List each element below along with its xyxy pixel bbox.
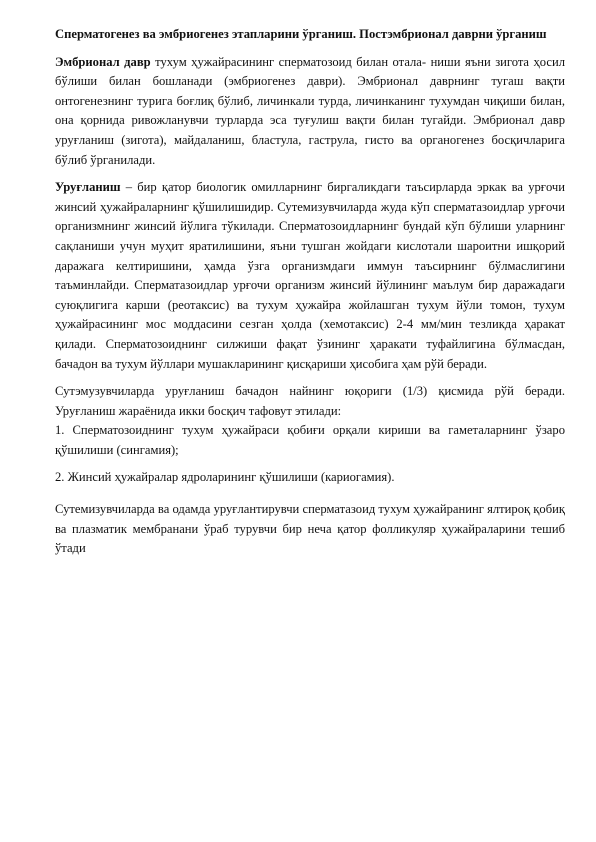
list-item-karyogamy: 2. Жинсий ҳужайралар ядроларининг қўшилиши (кариогамия). [55, 470, 395, 485]
term-embryonic-period: Эмбрионал давр [55, 54, 151, 69]
term-fertilization: Уруғланиш [55, 180, 121, 195]
paragraph-fertilization-stages: Сутэмузувчиларда уруғланиш бачадон найнинг юқориги (1/3) қисмида рўй беради. Уруғланиш жараёнида икки босқич тафовут этилади: [55, 384, 565, 418]
list-item-syngamy: 1. Сперматозоиднинг тухум ҳужайраси қобиғи орқали кириши ва гаметаларнинг ўзаро қўшилиши (сингамия); [55, 423, 565, 457]
document-title: Сперматогенез ва эмбриогенез этапларини ўрганиш. Постэмбрионал даврни ўрганиш [55, 27, 547, 41]
paragraph-fertilization [55, 178, 565, 374]
document-page [55, 25, 565, 567]
paragraph-embryonic-period-text: тухум ҳужайрасининг сперматозоид билан отала- ниши яъни зиготa ҳосил бўлиши билан бошланади (эмбриогенез даври). Эмбрионал даврнинг тугаш вақти онтогенезнинг турига боғлиқ бўлиб, личинкали турда, личинканинг тухумдан чиқиши билан, она қорнида ривожланувчи турларда эса туғулиш вақти билан тугайди. Эмбрионал давр уруғланиш (зигота), майдаланиш, бластула, гаструла, гисто ва органогенез босқичларига бўлиб ўрганилади. [55, 54, 565, 167]
paragraph-mammal-fertilization: Сутемизувчиларда ва одамда уруғлантирувчи сперматазоид тухум ҳужайранинг ялтироқ қобиқ ва плазматик мембранани ўраб турувчи бир неча қатор фолликуляр ҳужайраларини тешиб ўтади [55, 502, 565, 556]
paragraph-fertilization-text: – бир қатор биологик омилларнинг биргаликдаги таъсирларда эркак ва урғочи жинсий ҳужайраларнинг қўшилишидир. Сутемизувчиларда жуда кўп сперматазоидлар урғочи организмнинг жинсий йўлига тўкилади. Сперматозоидларнинг бундай кўп бўлиши уларнинг сақланиши учун муҳит яратилишини, яъни тушган жойдаги кислотали шароитни ишқорий даражага келтиришини, ҳамда ўзга организмдаги иммун таъсирнинг бўлмаслигини таъминлайди. Сперматазоидлар урғочи организм жинсий йўлининг маълум бир даражадаги суюқлигига карши (реотаксис) ва тухум ҳужайра жойлашган тухум йўли томон, тухум ҳужайрасининг мос моддасини сезган ҳолда (хемотаксис) 2-4 мм/мин тезликда ҳаракат қилади. Сперматозоиднинг силжиши фақат ўзининг ҳаракати туфайлигина бўлмасдан, бачадон ва тухум йўллари мушакларининг қисқариши ҳисобига ҳам рўй беради. [55, 180, 565, 371]
paragraph-embryonic-period [55, 53, 565, 171]
